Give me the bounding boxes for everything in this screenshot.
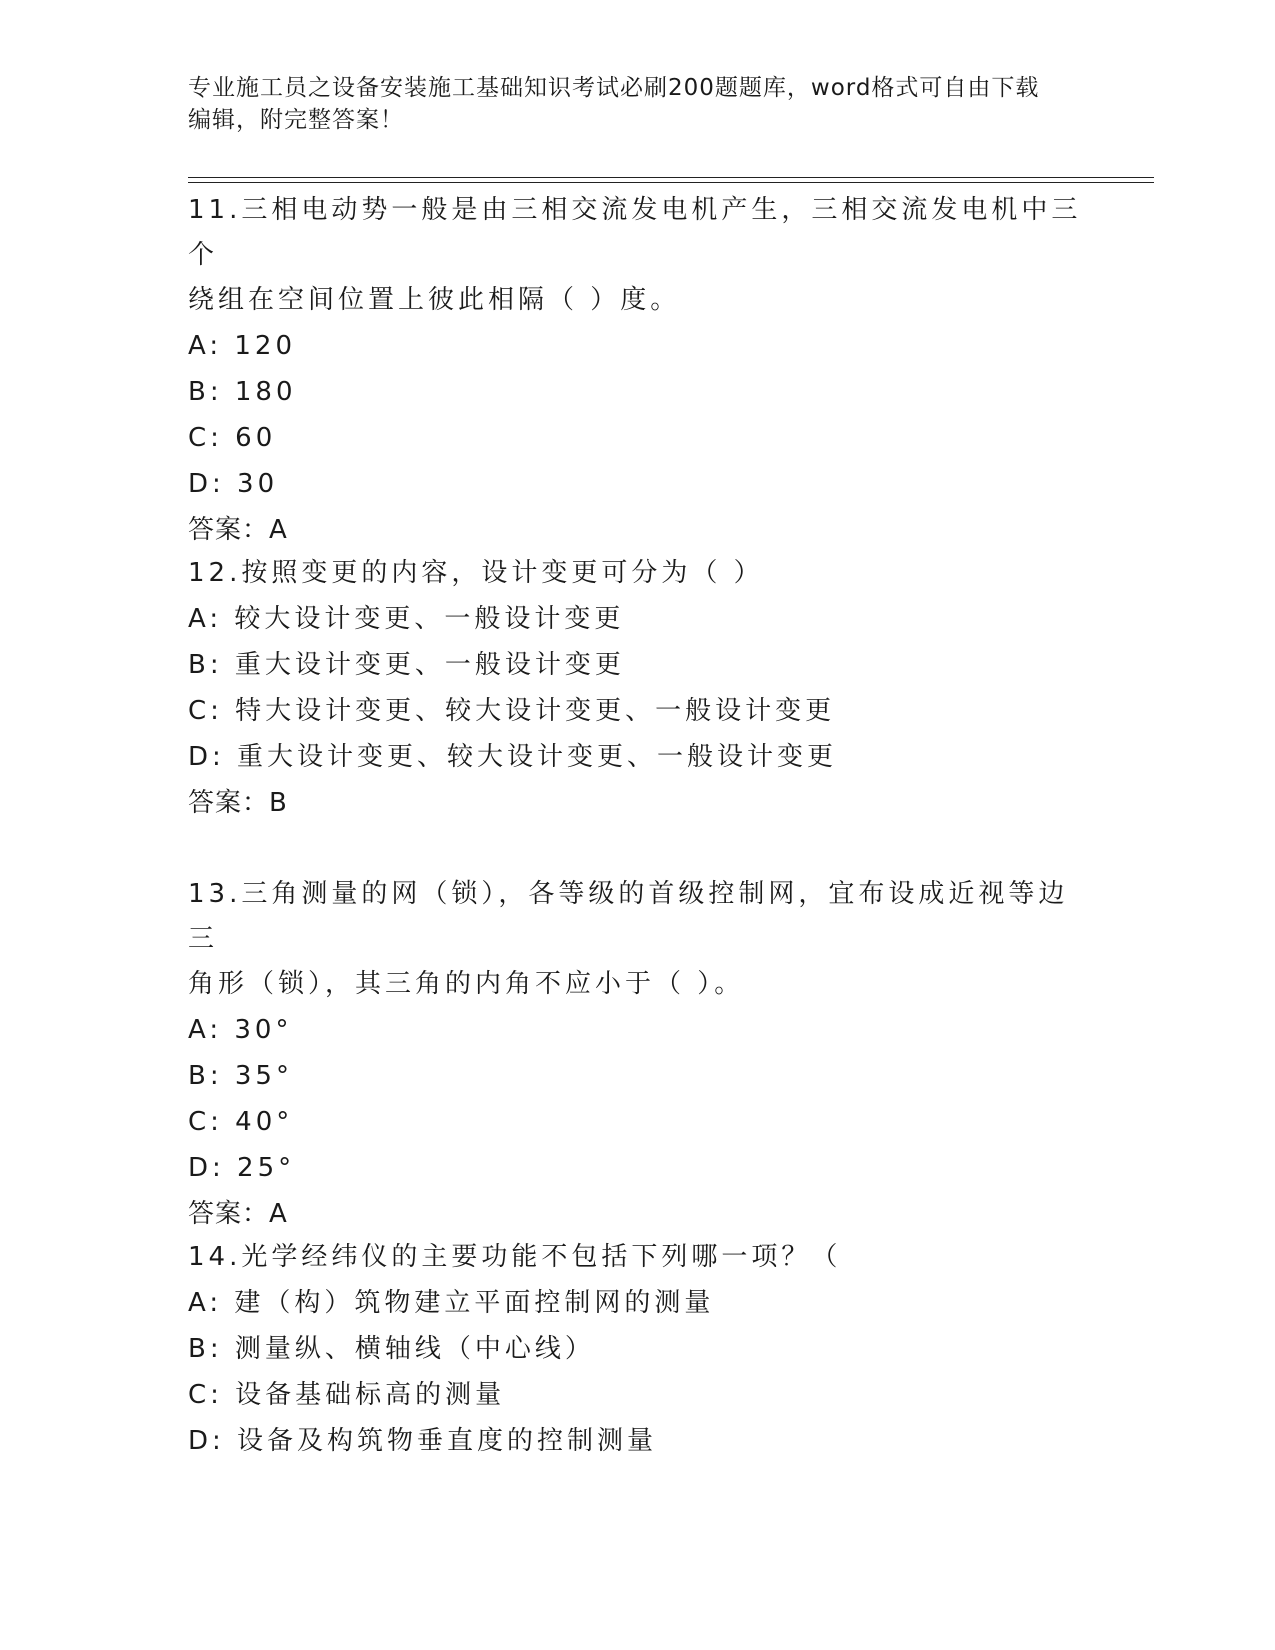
question-14 bbox=[188, 1235, 1088, 1464]
option-d: D: 25° bbox=[188, 1153, 296, 1183]
option-c: C: 特大设计变更、较大设计变更、一般设计变更 bbox=[188, 696, 836, 726]
question-12 bbox=[188, 551, 1088, 826]
option-a: A: 120 bbox=[188, 331, 296, 361]
question-11 bbox=[188, 188, 1088, 553]
header-divider-bottom bbox=[188, 182, 1154, 183]
question-stem-line: 12.按照变更的内容，设计变更可分为（ ） bbox=[188, 558, 764, 588]
option-c: C: 60 bbox=[188, 423, 277, 453]
header-divider-top bbox=[188, 177, 1154, 178]
document-header bbox=[188, 72, 1068, 136]
header-title-line-2: 编辑，附完整答案！ bbox=[188, 107, 404, 133]
option-b: B: 测量纵、横轴线（中心线） bbox=[188, 1334, 595, 1364]
question-stem-line: 角形（锁），其三角的内角不应小于（ ）。 bbox=[188, 969, 745, 999]
option-b: B: 180 bbox=[188, 377, 297, 407]
option-c: C: 设备基础标高的测量 bbox=[188, 1380, 506, 1410]
question-stem-line: 13.三角测量的网（锁），各等级的首级控制网，宜布设成近视等边三 bbox=[188, 879, 1069, 954]
option-a: A: 30° bbox=[188, 1015, 293, 1045]
option-d: D: 30 bbox=[188, 469, 279, 499]
option-a: A: 建（构）筑物建立平面控制网的测量 bbox=[188, 1288, 715, 1318]
option-d: D: 设备及构筑物垂直度的控制测量 bbox=[188, 1426, 658, 1456]
question-13 bbox=[188, 872, 1088, 1237]
question-stem-line: 绕组在空间位置上彼此相隔（ ）度。 bbox=[188, 285, 681, 315]
option-c: C: 40° bbox=[188, 1107, 294, 1137]
header-title-line-1: 专业施工员之设备安装施工基础知识考试必刷200题题库，word格式可自由下载 bbox=[188, 75, 1040, 101]
answer-line: 答案：A bbox=[188, 515, 288, 545]
answer-line: 答案：B bbox=[188, 788, 288, 818]
option-b: B: 重大设计变更、一般设计变更 bbox=[188, 650, 625, 680]
question-stem-line: 14.光学经纬仪的主要功能不包括下列哪一项？（ bbox=[188, 1242, 842, 1272]
answer-line: 答案：A bbox=[188, 1199, 288, 1229]
option-d: D: 重大设计变更、较大设计变更、一般设计变更 bbox=[188, 742, 838, 772]
option-b: B: 35° bbox=[188, 1061, 293, 1091]
question-stem-line: 11.三相电动势一般是由三相交流发电机产生，三相交流发电机中三个 bbox=[188, 195, 1082, 270]
option-a: A: 较大设计变更、一般设计变更 bbox=[188, 604, 625, 634]
